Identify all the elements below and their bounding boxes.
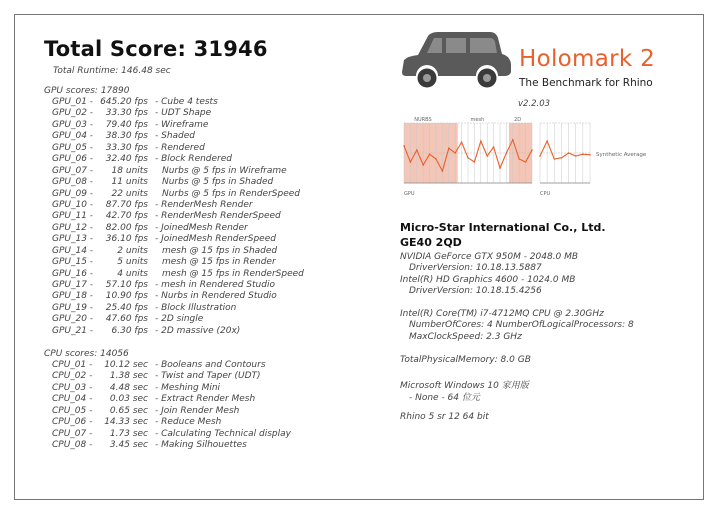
gpu-test-value: 33.30 fps: [105, 108, 148, 119]
gpu-test-value: 4 units: [117, 268, 148, 279]
gpu1-info: NVIDIA GeForce GTX 950M - 2048.0 MB: [400, 252, 579, 262]
gpu-scores-heading: GPU scores: 17890: [44, 86, 130, 96]
gpu-test-id: GPU_20 -: [52, 314, 94, 325]
cpu-data-point: [561, 157, 563, 159]
cpu-test-value: 3.45 sec: [109, 440, 148, 451]
gpu-data-point: [467, 157, 469, 159]
performance-chart: [398, 113, 668, 197]
total-runtime: Total Runtime: 146.48 sec: [53, 66, 171, 76]
gpu-test-description: Nurbs @ 5 fps in Shaded: [162, 177, 274, 188]
cpu-test-description: - Making Silhouettes: [155, 440, 247, 451]
gpu-data-point: [512, 139, 514, 141]
gpu-data-point: [531, 149, 533, 151]
cpu-test-value: 0.65 sec: [109, 405, 148, 416]
gpu-data-point: [448, 147, 450, 149]
gpu-test-description: - Rendered: [155, 142, 205, 153]
gpu-test-value: 42.70 fps: [105, 211, 148, 222]
gpu-data-point: [403, 145, 405, 147]
gpu-test-value: 33.30 fps: [105, 142, 148, 153]
gpu-test-description: - Block Illustration: [155, 302, 237, 313]
gpu-test-description: - Nurbs in Rendered Studio: [155, 291, 277, 302]
total-score: Total Score: 31946: [44, 37, 268, 61]
gpu-test-id: GPU_02 -: [52, 108, 94, 119]
cpu-test-description: - Twist and Taper (UDT): [155, 371, 261, 382]
os-info: Microsoft Windows 10 家用版: [400, 381, 529, 391]
cpu-clock: MaxClockSpeed: 2.3 GHz: [409, 332, 522, 342]
cpu-data-point: [568, 152, 570, 154]
gpu-data-point: [422, 164, 424, 166]
cpu-test-id: CPU_02 -: [52, 371, 93, 382]
gpu-test-value: 79.40 fps: [105, 119, 148, 130]
gpu-test-id: GPU_19 -: [52, 302, 94, 313]
cpu-test-description: - Booleans and Contours: [155, 360, 266, 370]
gpu-data-point: [525, 161, 527, 163]
gpu-data-point: [461, 141, 463, 143]
cpu-test-id: CPU_03 -: [52, 382, 93, 393]
gpu-panel-label: GPU: [404, 191, 415, 197]
cpu-series-line: [540, 141, 590, 159]
rhino-version: Rhino 5 sr 12 64 bit: [400, 412, 489, 422]
brand-tagline: The Benchmark for Rhino: [519, 77, 653, 89]
cpu-test-id: CPU_08 -: [52, 440, 93, 451]
system-manufacturer: Micro-Star International Co., Ltd.: [400, 221, 606, 234]
gpu-test-value: 645.20 fps: [100, 97, 148, 107]
gpu-test-description: - UDT Shape: [155, 108, 212, 119]
gpu-data-point: [429, 153, 431, 155]
gpu-test-description: Nurbs @ 5 fps in Wireframe: [162, 165, 287, 176]
gpu-data-point: [416, 149, 418, 151]
gpu-test-value: 10.90 fps: [105, 291, 148, 302]
gpu-test-value: 32.40 fps: [105, 154, 148, 165]
gpu-test-id: GPU_21 -: [52, 325, 94, 336]
cpu-scores-heading: CPU scores: 14056: [44, 349, 129, 359]
gpu-test-value: 36.10 fps: [105, 234, 148, 245]
cpu-test-value: 1.73 sec: [109, 428, 148, 439]
gpu-test-id: GPU_12 -: [52, 222, 94, 233]
gpu-test-id: GPU_06 -: [52, 154, 94, 165]
gpu-test-description: - 2D massive (20x): [155, 325, 241, 336]
gpu-test-id: GPU_01 -: [52, 97, 94, 107]
gpu-test-id: GPU_03 -: [52, 119, 94, 130]
gpu-test-id: GPU_16 -: [52, 268, 94, 279]
version-label: v2.2.03: [518, 99, 551, 109]
gpu-test-id: GPU_11 -: [52, 211, 94, 222]
cpu-test-id: CPU_06 -: [52, 417, 93, 428]
cpu-test-description: - Meshing Mini: [155, 382, 221, 393]
cpu-test-value: 14.33 sec: [104, 417, 148, 428]
gpu-test-description: - 2D single: [155, 314, 204, 325]
gpu-test-description: - JoinedMesh RenderSpeed: [155, 234, 276, 245]
system-model: GE40 2QD: [400, 236, 462, 249]
gpu1-driver: DriverVersion: 10.18.13.5887: [409, 263, 542, 273]
gpu2-driver: DriverVersion: 10.18.15.4256: [409, 286, 542, 296]
gpu-data-point: [454, 152, 456, 154]
gpu-test-value: 18 units: [111, 165, 148, 176]
gpu-test-value: 47.60 fps: [105, 314, 148, 325]
cpu-data-point: [582, 153, 584, 155]
cpu-test-id: CPU_01 -: [52, 360, 93, 370]
gpu2-info: Intel(R) HD Graphics 4600 - 1024.0 MB: [400, 275, 576, 285]
gpu-test-description: - Block Rendered: [155, 154, 233, 165]
gpu-test-value: 87.70 fps: [105, 199, 148, 210]
gpu-test-value: 11 units: [111, 177, 148, 188]
cpu-test-value: 0.03 sec: [109, 394, 148, 405]
cpu-test-description: - Join Render Mesh: [155, 405, 240, 416]
gpu-test-id: GPU_14 -: [52, 245, 94, 256]
cpu-test-id: CPU_04 -: [52, 394, 93, 405]
gpu-test-id: GPU_05 -: [52, 142, 94, 153]
cpu-test-id: CPU_05 -: [52, 405, 93, 416]
cpu-test-description: - Reduce Mesh: [155, 417, 222, 428]
gpu-data-point: [518, 158, 520, 160]
cpu-test-description: - Calculating Technical display: [155, 428, 291, 439]
gpu-test-id: GPU_10 -: [52, 199, 94, 210]
gpu-test-description: mesh @ 15 fps in Shaded: [162, 245, 278, 256]
gpu-test-description: Nurbs @ 5 fps in RenderSpeed: [162, 188, 301, 199]
gpu-test-value: 22 units: [111, 188, 148, 199]
cpu-data-point: [589, 154, 591, 156]
gpu-data-point: [480, 140, 482, 142]
cpu-data-point: [575, 155, 577, 157]
gpu-test-id: GPU_07 -: [52, 165, 94, 176]
gpu-test-description: - Shaded: [155, 131, 196, 142]
cpu-cores: NumberOfCores: 4 NumberOfLogicalProcessors: 8: [409, 320, 634, 330]
synthetic-average-label: Synthetic Average: [596, 152, 647, 158]
gpu-data-point: [435, 158, 437, 160]
gpu-test-value: 57.10 fps: [105, 280, 148, 290]
gpu-data-point: [486, 155, 488, 157]
cpu-test-id: CPU_07 -: [52, 428, 93, 439]
section-label: 2D: [514, 117, 522, 123]
gpu-test-description: mesh @ 15 fps in Render: [162, 257, 276, 268]
gpu-data-point: [410, 161, 412, 163]
gpu-test-value: 2 units: [117, 245, 148, 256]
cpu-data-point: [539, 155, 541, 157]
gpu-test-id: GPU_15 -: [52, 257, 94, 268]
car-silhouette-icon: [398, 26, 514, 92]
gpu-test-id: GPU_17 -: [52, 280, 94, 290]
cpu-test-value: 10.12 sec: [104, 360, 148, 370]
gpu-test-description: - RenderMesh RenderSpeed: [155, 211, 281, 222]
gpu-test-description: - Wireframe: [155, 119, 209, 130]
gpu-test-description: - mesh in Rendered Studio: [155, 280, 275, 290]
gpu-data-point: [506, 152, 508, 154]
cpu-data-point: [553, 158, 555, 160]
os-architecture: - None - 64 位元: [409, 393, 480, 403]
gpu-test-value: 6.30 fps: [111, 325, 148, 336]
gpu-test-id: GPU_04 -: [52, 131, 94, 142]
gpu-data-point: [493, 146, 495, 148]
cpu-test-value: 4.48 sec: [109, 382, 148, 393]
gpu-data-point: [499, 167, 501, 169]
cpu-test-value: 1.38 sec: [109, 371, 148, 382]
gpu-test-id: GPU_13 -: [52, 234, 94, 245]
gpu-test-id: GPU_08 -: [52, 177, 94, 188]
gpu-test-id: GPU_18 -: [52, 291, 94, 302]
gpu-test-id: GPU_09 -: [52, 188, 94, 199]
gpu-data-point: [474, 161, 476, 163]
gpu-test-value: 38.30 fps: [105, 131, 148, 142]
cpu-data-point: [546, 140, 548, 142]
cpu-panel-label: CPU: [540, 191, 551, 197]
gpu-test-value: 25.40 fps: [105, 302, 148, 313]
brand-name: Holomark 2: [519, 46, 656, 72]
gpu-test-description: mesh @ 15 fps in RenderSpeed: [162, 268, 304, 279]
gpu-test-value: 82.00 fps: [105, 222, 148, 233]
gpu-test-description: - JoinedMesh Render: [155, 222, 248, 233]
cpu-info: Intel(R) Core(TM) i7-4712MQ CPU @ 2.30GHz: [400, 309, 604, 319]
gpu-test-description: - RenderMesh Render: [155, 199, 253, 210]
section-label: mesh: [470, 117, 485, 123]
section-label: NURBS: [414, 117, 432, 123]
gpu-test-value: 5 units: [117, 257, 148, 268]
gpu-test-description: - Cube 4 tests: [155, 97, 218, 107]
gpu-data-point: [442, 170, 444, 172]
physical-memory: TotalPhysicalMemory: 8.0 GB: [400, 355, 531, 365]
cpu-test-description: - Extract Render Mesh: [155, 394, 256, 405]
